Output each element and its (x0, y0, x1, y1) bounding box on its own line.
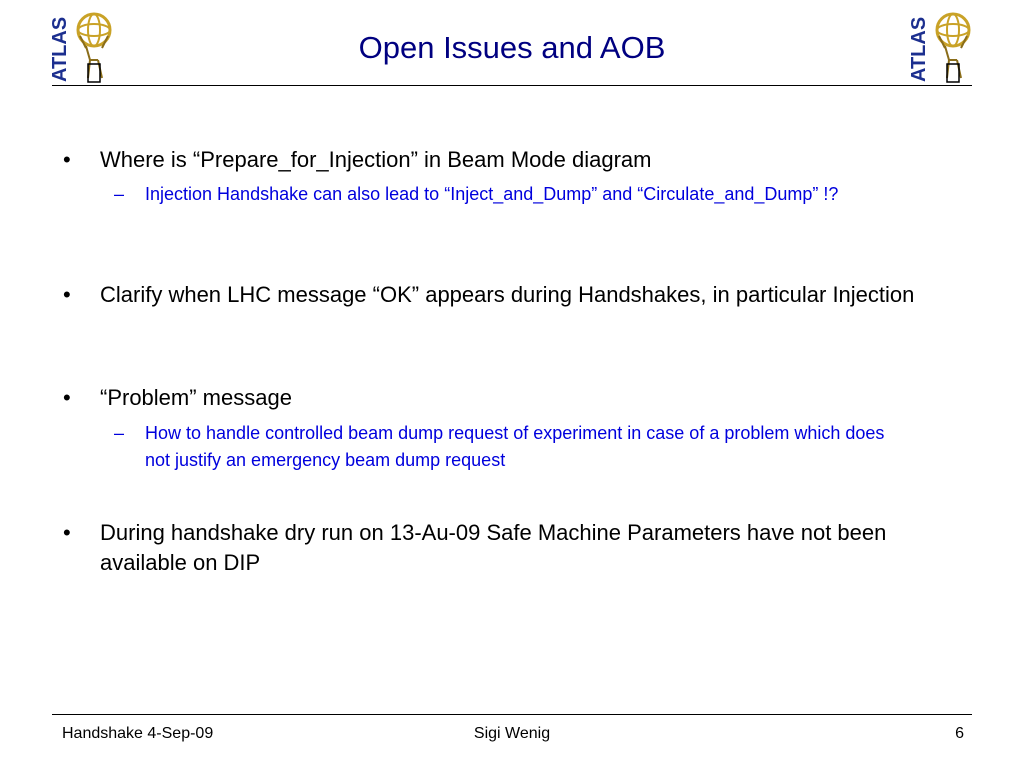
bullet-dot: • (63, 385, 71, 410)
sub-bullet-text: How to handle controlled beam dump request of experiment in case of a problem which does not justify an emergency beam dump request (145, 423, 885, 470)
footer-page-number: 6 (955, 725, 964, 742)
bullet-dot: • (63, 520, 71, 545)
footer-author: Sigi Wenig (473, 725, 551, 742)
footer-event: Handshake 4-Sep-09 (62, 725, 214, 742)
bullet-text: “Problem” message (100, 385, 292, 410)
atlas-logo-text: ATLAS (49, 16, 71, 82)
atlas-logo-text: ATLAS (908, 16, 930, 82)
bullet-text: During handshake dry run on 13-Au-09 Safe Machine Parameters have not been available on DIP (100, 520, 887, 575)
sub-bullet-text: Injection Handshake can also lead to “Inject_and_Dump” and “Circulate_and_Dump” !? (145, 184, 839, 204)
bullet-dot: • (63, 282, 71, 307)
bullet-text: Clarify when LHC message “OK” appears during Handshakes, in particular Injection (100, 282, 915, 307)
bullet-text: Where is “Prepare_for_Injection” in Beam Mode diagram (100, 147, 652, 172)
sub-bullet-dash: – (114, 184, 125, 204)
slide-title: Open Issues and AOB (358, 30, 666, 65)
footer-divider (52, 714, 972, 715)
bullet-dot: • (63, 147, 71, 172)
sub-bullet-dash: – (114, 423, 125, 443)
